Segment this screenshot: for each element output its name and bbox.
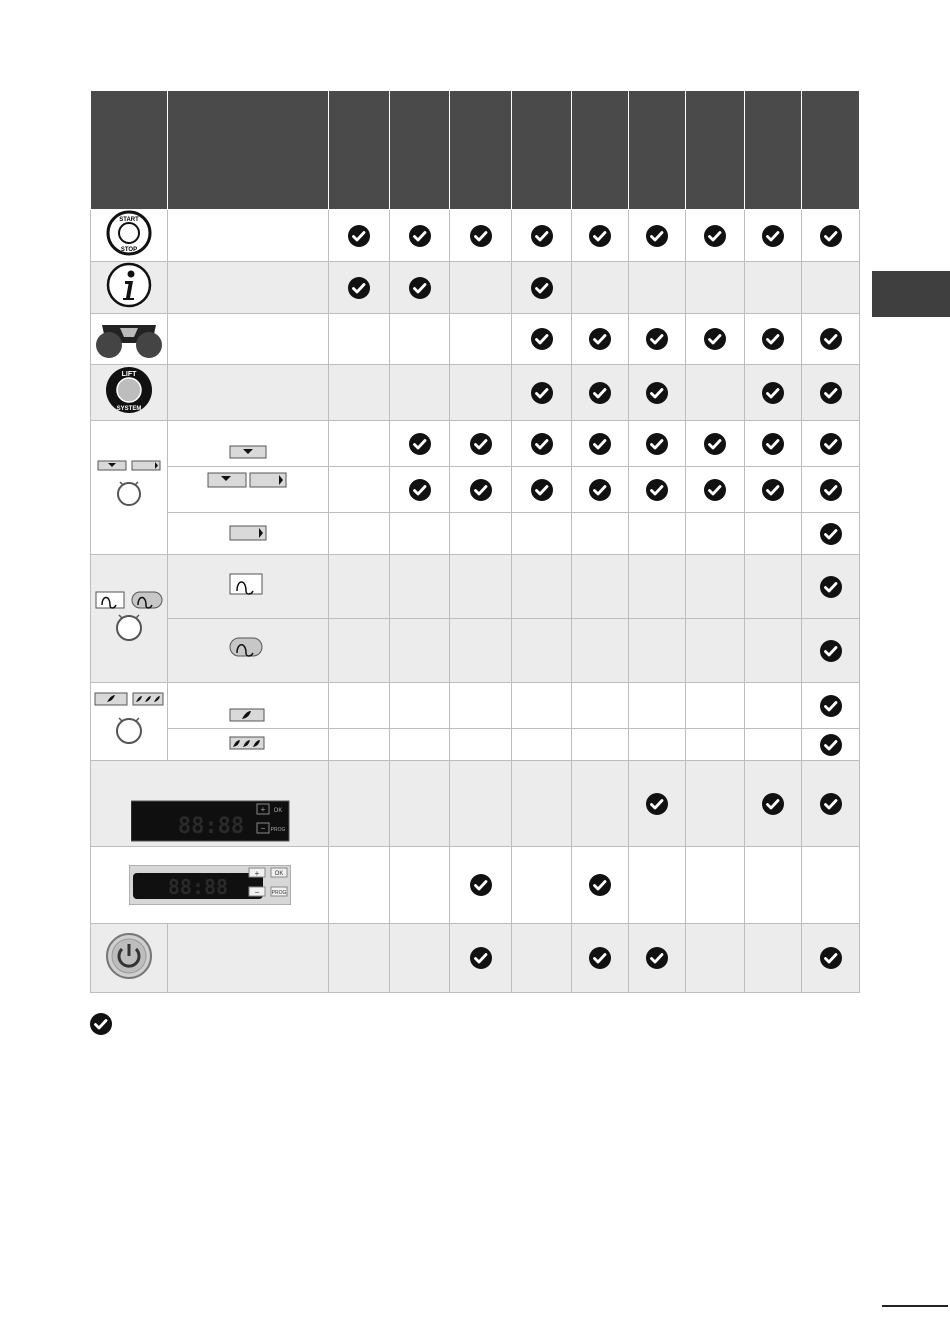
model-cell-7 (686, 847, 745, 924)
model-cell-2 (390, 467, 450, 513)
model-cell-7 (686, 421, 745, 467)
lcd-minus-label: − (254, 888, 260, 897)
model-cell-4 (512, 555, 572, 619)
model-cell-8 (745, 210, 802, 262)
check-icon (589, 433, 611, 455)
table-row (91, 210, 860, 262)
model-cell-2 (390, 729, 450, 761)
model-cell-7 (686, 513, 745, 555)
wheels-icon (94, 315, 164, 359)
lcd-plus-label: + (254, 869, 260, 878)
model-cell-7 (686, 683, 745, 729)
header-cell (802, 91, 860, 210)
model-cell-6 (629, 262, 686, 314)
icon-cell (91, 314, 168, 365)
model-cell-9 (802, 555, 860, 619)
lcd-panel-icon (129, 865, 291, 905)
check-icon (820, 576, 842, 598)
model-cell-1 (329, 365, 390, 421)
check-icon (409, 225, 431, 247)
model-cell-3 (450, 924, 512, 993)
model-cell-9 (802, 513, 860, 555)
lcd-ok-label: OK (274, 871, 284, 877)
check-icon (704, 225, 726, 247)
model-cell-4 (512, 683, 572, 729)
model-cell-2 (390, 847, 450, 924)
panel-minus-label: − (260, 823, 266, 833)
icon-cell (91, 421, 168, 555)
model-cell-4 (512, 729, 572, 761)
label-cell (168, 314, 329, 365)
table-row (91, 555, 860, 619)
model-cell-5 (572, 761, 629, 847)
label-cell (168, 262, 329, 314)
model-cell-2 (390, 262, 450, 314)
label-cell (168, 421, 329, 467)
cycle-group-icon (94, 586, 164, 646)
check-icon (531, 328, 553, 350)
check-icon (762, 793, 784, 815)
check-icon (470, 874, 492, 896)
model-cell-8 (745, 467, 802, 513)
model-cell-6 (629, 467, 686, 513)
icon-cell (91, 924, 168, 993)
check-icon (589, 382, 611, 404)
model-cell-3 (450, 262, 512, 314)
model-cell-3 (450, 513, 512, 555)
model-cell-6 (629, 729, 686, 761)
level-down-forward-icon (206, 467, 290, 507)
model-cell-8 (745, 421, 802, 467)
model-cell-5 (572, 467, 629, 513)
model-cell-6 (629, 210, 686, 262)
model-cell-8 (745, 683, 802, 729)
model-cell-5 (572, 513, 629, 555)
model-cell-8 (745, 262, 802, 314)
model-cell-3 (450, 365, 512, 421)
model-cell-8 (745, 513, 802, 555)
model-cell-8 (745, 365, 802, 421)
water-level-group-icon (94, 458, 164, 512)
check-icon (762, 479, 784, 501)
model-cell-9 (802, 683, 860, 729)
check-icon (762, 328, 784, 350)
model-cell-3 (450, 761, 512, 847)
check-icon (589, 874, 611, 896)
icon-cell (91, 365, 168, 421)
start-stop-icon (106, 210, 152, 256)
model-cell-3 (450, 210, 512, 262)
model-cell-9 (802, 847, 860, 924)
model-cell-4 (512, 619, 572, 683)
check-icon (646, 225, 668, 247)
table-row (91, 924, 860, 993)
check-icon (531, 225, 553, 247)
model-cell-4 (512, 314, 572, 365)
table-header-row (91, 91, 860, 210)
panel-digits: 88:88 (177, 813, 245, 839)
panel-ok-label: OK (273, 807, 283, 814)
model-cell-3 (450, 467, 512, 513)
check-icon (704, 328, 726, 350)
model-cell-7 (686, 467, 745, 513)
model-cell-7 (686, 210, 745, 262)
model-cell-9 (802, 262, 860, 314)
model-cell-9 (802, 210, 860, 262)
check-icon (589, 225, 611, 247)
single-leaf-icon (228, 683, 268, 723)
lcd-prog-label: PROG (271, 890, 287, 896)
model-cell-5 (572, 729, 629, 761)
model-cell-6 (629, 314, 686, 365)
table-row (91, 619, 860, 683)
check-icon (820, 695, 842, 717)
check-icon (646, 433, 668, 455)
model-cell-1 (329, 513, 390, 555)
model-cell-2 (390, 365, 450, 421)
model-cell-5 (572, 683, 629, 729)
model-cell-1 (329, 210, 390, 262)
icon-cell (91, 555, 168, 683)
check-icon (470, 433, 492, 455)
check-icon (409, 433, 431, 455)
model-cell-6 (629, 847, 686, 924)
table-row (91, 729, 860, 761)
model-cell-4 (512, 365, 572, 421)
model-cell-6 (629, 365, 686, 421)
model-cell-1 (329, 729, 390, 761)
check-icon (646, 382, 668, 404)
model-cell-7 (686, 262, 745, 314)
model-cell-7 (686, 365, 745, 421)
model-cell-5 (572, 210, 629, 262)
model-cell-1 (329, 314, 390, 365)
model-cell-1 (329, 683, 390, 729)
model-cell-7 (686, 729, 745, 761)
panel-cell (91, 847, 329, 924)
model-cell-2 (390, 314, 450, 365)
table-row (91, 421, 860, 467)
model-cell-1 (329, 421, 390, 467)
model-cell-6 (629, 619, 686, 683)
lcd-digits: 88:88 (167, 875, 229, 899)
lift-icon-top-text: LIFT (121, 371, 137, 378)
model-cell-9 (802, 761, 860, 847)
check-icon (820, 433, 842, 455)
page-number-rule (882, 1305, 948, 1307)
table-row (91, 513, 860, 555)
header-cell (686, 91, 745, 210)
icon-cell (91, 683, 168, 761)
model-cell-2 (390, 924, 450, 993)
model-cell-7 (686, 555, 745, 619)
check-icon (820, 947, 842, 969)
table-row (91, 467, 860, 513)
model-cell-9 (802, 619, 860, 683)
check-icon (409, 479, 431, 501)
panel-cell (91, 761, 329, 847)
lift-icon-bottom-text: SYSTEM (116, 406, 142, 412)
check-icon (470, 479, 492, 501)
model-cell-8 (745, 924, 802, 993)
model-cell-4 (512, 262, 572, 314)
header-cell (572, 91, 629, 210)
eco-group-icon (93, 689, 165, 749)
model-cell-8 (745, 847, 802, 924)
model-cell-7 (686, 314, 745, 365)
model-cell-2 (390, 421, 450, 467)
model-cell-4 (512, 421, 572, 467)
model-cell-1 (329, 262, 390, 314)
level-down-icon (228, 421, 268, 461)
model-cell-3 (450, 421, 512, 467)
model-cell-5 (572, 314, 629, 365)
check-icon (820, 734, 842, 756)
model-cell-2 (390, 513, 450, 555)
model-cell-7 (686, 924, 745, 993)
model-cell-5 (572, 847, 629, 924)
model-cell-2 (390, 761, 450, 847)
header-cell (329, 91, 390, 210)
model-cell-9 (802, 729, 860, 761)
start-stop-icon-bottom-text: STOP (120, 247, 138, 253)
header-cell (629, 91, 686, 210)
legend (90, 1013, 112, 1035)
check-icon (90, 1013, 112, 1035)
header-cell (390, 91, 450, 210)
model-cell-6 (629, 555, 686, 619)
check-icon (820, 479, 842, 501)
label-cell (168, 365, 329, 421)
check-icon (820, 328, 842, 350)
floor-cycle-icon (228, 633, 268, 663)
check-icon (531, 479, 553, 501)
model-cell-4 (512, 513, 572, 555)
model-cell-8 (745, 555, 802, 619)
start-stop-icon-top-text: START (119, 217, 139, 223)
check-icon (531, 433, 553, 455)
model-cell-9 (802, 467, 860, 513)
model-cell-2 (390, 619, 450, 683)
label-cell (168, 513, 329, 555)
header-cell (512, 91, 572, 210)
level-forward-icon (228, 513, 268, 549)
model-cell-3 (450, 683, 512, 729)
check-icon (646, 328, 668, 350)
model-cell-5 (572, 421, 629, 467)
header-cell (450, 91, 512, 210)
model-cell-9 (802, 421, 860, 467)
check-icon (762, 225, 784, 247)
label-cell (168, 210, 329, 262)
model-cell-2 (390, 683, 450, 729)
model-cell-4 (512, 210, 572, 262)
model-cell-6 (629, 683, 686, 729)
model-cell-8 (745, 729, 802, 761)
table-row (91, 683, 860, 729)
check-icon (762, 382, 784, 404)
table-row (91, 314, 860, 365)
lift-system-icon (104, 365, 154, 415)
model-cell-7 (686, 761, 745, 847)
model-cell-4 (512, 847, 572, 924)
model-cell-8 (745, 619, 802, 683)
model-cell-4 (512, 467, 572, 513)
check-icon (704, 479, 726, 501)
info-icon (106, 262, 152, 308)
model-cell-1 (329, 847, 390, 924)
model-cell-5 (572, 924, 629, 993)
check-icon (589, 947, 611, 969)
panel-plus-label: + (260, 804, 266, 814)
model-cell-9 (802, 314, 860, 365)
check-icon (589, 479, 611, 501)
model-cell-3 (450, 555, 512, 619)
digital-control-panel-icon (131, 799, 291, 843)
check-icon (820, 793, 842, 815)
model-cell-1 (329, 619, 390, 683)
check-icon (531, 382, 553, 404)
check-icon (646, 947, 668, 969)
model-cell-1 (329, 924, 390, 993)
header-cell (745, 91, 802, 210)
model-cell-2 (390, 210, 450, 262)
label-cell (168, 924, 329, 993)
icon-cell (91, 210, 168, 262)
model-cell-3 (450, 619, 512, 683)
table-row (91, 365, 860, 421)
triple-leaf-icon (228, 730, 268, 754)
model-cell-5 (572, 619, 629, 683)
check-icon (589, 328, 611, 350)
check-icon (531, 277, 553, 299)
check-icon (409, 277, 431, 299)
model-cell-1 (329, 761, 390, 847)
power-icon (105, 932, 153, 980)
model-cell-3 (450, 314, 512, 365)
model-cell-5 (572, 262, 629, 314)
check-icon (820, 523, 842, 545)
check-icon (820, 382, 842, 404)
check-icon (762, 433, 784, 455)
check-icon (470, 947, 492, 969)
check-icon (470, 225, 492, 247)
header-cell (91, 91, 168, 210)
model-cell-9 (802, 365, 860, 421)
table-row (91, 847, 860, 924)
model-cell-8 (745, 314, 802, 365)
table-row (91, 761, 860, 847)
model-cell-6 (629, 421, 686, 467)
model-cell-6 (629, 761, 686, 847)
model-cell-4 (512, 924, 572, 993)
model-cell-3 (450, 847, 512, 924)
model-cell-8 (745, 761, 802, 847)
label-cell (168, 683, 329, 729)
icon-cell (91, 262, 168, 314)
model-cell-2 (390, 555, 450, 619)
table-row (91, 262, 860, 314)
model-cell-7 (686, 619, 745, 683)
check-icon (348, 277, 370, 299)
check-icon (348, 225, 370, 247)
panel-prog-label: PROG (270, 826, 286, 833)
label-cell (168, 619, 329, 683)
model-cell-5 (572, 365, 629, 421)
feature-comparison-table (90, 90, 860, 993)
chapter-tab (872, 271, 950, 317)
header-cell (168, 91, 329, 210)
check-icon (704, 433, 726, 455)
check-icon (820, 640, 842, 662)
label-cell (168, 555, 329, 619)
label-cell (168, 729, 329, 761)
wall-cycle-icon (228, 569, 268, 599)
model-cell-6 (629, 924, 686, 993)
model-cell-4 (512, 761, 572, 847)
check-icon (646, 479, 668, 501)
model-cell-1 (329, 467, 390, 513)
model-cell-5 (572, 555, 629, 619)
model-cell-1 (329, 555, 390, 619)
model-cell-3 (450, 729, 512, 761)
model-cell-6 (629, 513, 686, 555)
check-icon (820, 225, 842, 247)
label-cell (168, 467, 329, 513)
check-icon (646, 793, 668, 815)
model-cell-9 (802, 924, 860, 993)
